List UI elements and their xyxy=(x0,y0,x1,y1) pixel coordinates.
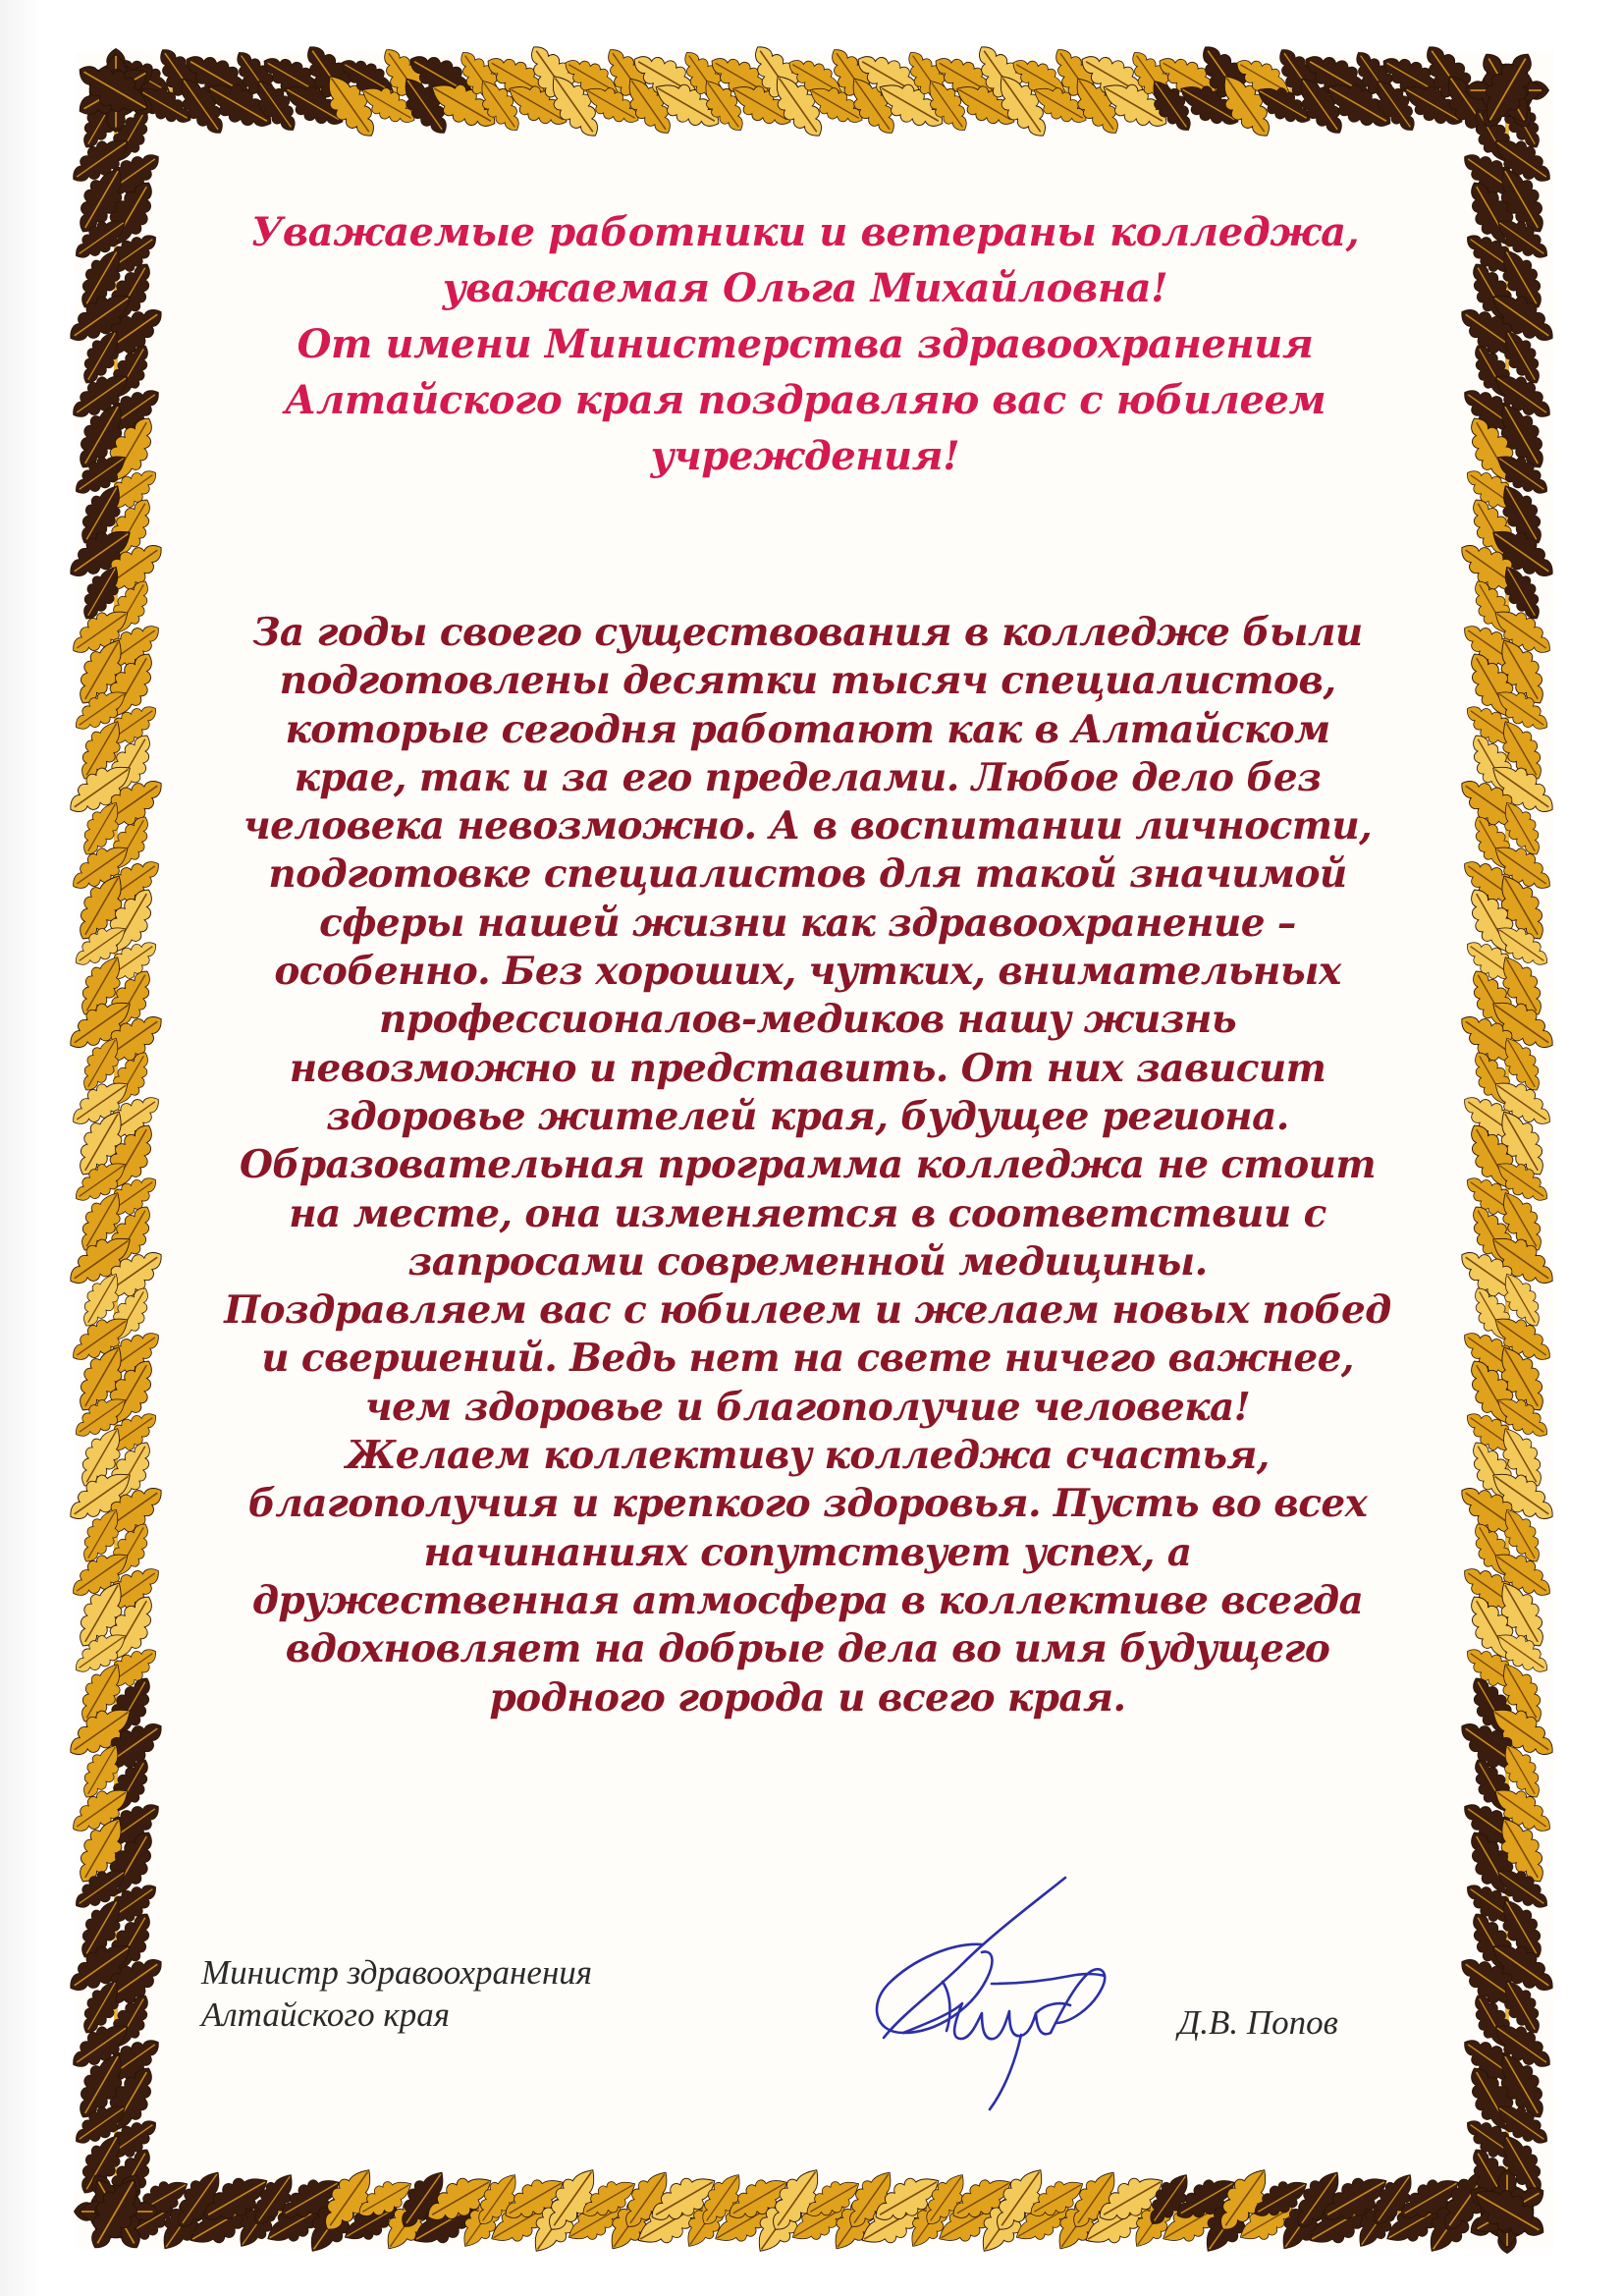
greeting-line: От имени Министерства здравоохранения xyxy=(297,321,1314,367)
body-line: которые сегодня работают как в Алтайском xyxy=(285,706,1330,752)
body-line: Желаем коллективу колледжа счастья, xyxy=(346,1433,1270,1479)
body-line: За годы своего существования в колледже были xyxy=(252,610,1363,655)
body-line: запросами современной медицины. xyxy=(407,1238,1208,1285)
body-line: Образовательная программа колледжа не стоит xyxy=(239,1142,1377,1188)
body-line: человека невозможно. А в воспитании личности, xyxy=(243,803,1373,849)
body-line: подготовке специалистов для такой значимой xyxy=(268,851,1347,898)
greeting-line: учреждения! xyxy=(650,433,960,479)
body-line: вдохновляет на добрые дела во имя будущего xyxy=(285,1626,1330,1672)
signatory-title-line: Министр здравоохранения xyxy=(201,1953,593,1992)
signatory-name: Д.В. Попов xyxy=(1178,2003,1338,2042)
body-line: начинаниях сопутствует успех, а xyxy=(423,1529,1192,1575)
body-line: профессионалов-медиков нашу жизнь xyxy=(379,997,1236,1043)
body-line: особенно. Без хороших, чутких, внимательных xyxy=(274,949,1341,995)
body-line: невозможно и представить. От них зависит xyxy=(289,1045,1326,1091)
greeting-line: Уважаемые работники и ветераны колледжа, xyxy=(250,209,1360,255)
body-line: благополучия и крепкого здоровья. Пусть во всех xyxy=(247,1481,1368,1527)
body-line: родного города и всего края. xyxy=(489,1674,1126,1721)
signatory-title-line: Алтайского края xyxy=(201,1995,450,2034)
body-line: дружественная атмосфера в коллективе всегда xyxy=(251,1577,1364,1623)
body-line: сферы нашей жизни как здравоохранение – xyxy=(319,900,1296,946)
body-line: здоровье жителей края, будущее региона. xyxy=(326,1093,1289,1139)
greeting-heading xyxy=(206,204,1404,484)
body-line: Поздравляем вас с юбилеем и желаем новых побед xyxy=(224,1287,1391,1334)
body-line: подготовлены десятки тысяч специалистов, xyxy=(279,658,1336,704)
letter-body xyxy=(191,609,1424,1722)
body-line: на месте, она изменяется в соответствии с xyxy=(289,1190,1326,1236)
signatory-title xyxy=(201,1951,592,2036)
body-line: и свершений. Ведь нет на свете ничего важнее, xyxy=(261,1336,1354,1382)
greeting-line: Алтайского края поздравляю вас с юбилеем xyxy=(284,377,1326,423)
body-line: чем здоровье и благополучие человека! xyxy=(364,1384,1251,1430)
handwritten-signature-icon xyxy=(844,1866,1139,2121)
greeting-line: уважаемая Ольга Михайловна! xyxy=(442,265,1168,311)
body-line: крае, так и за его пределами. Любое дело без xyxy=(294,754,1322,800)
